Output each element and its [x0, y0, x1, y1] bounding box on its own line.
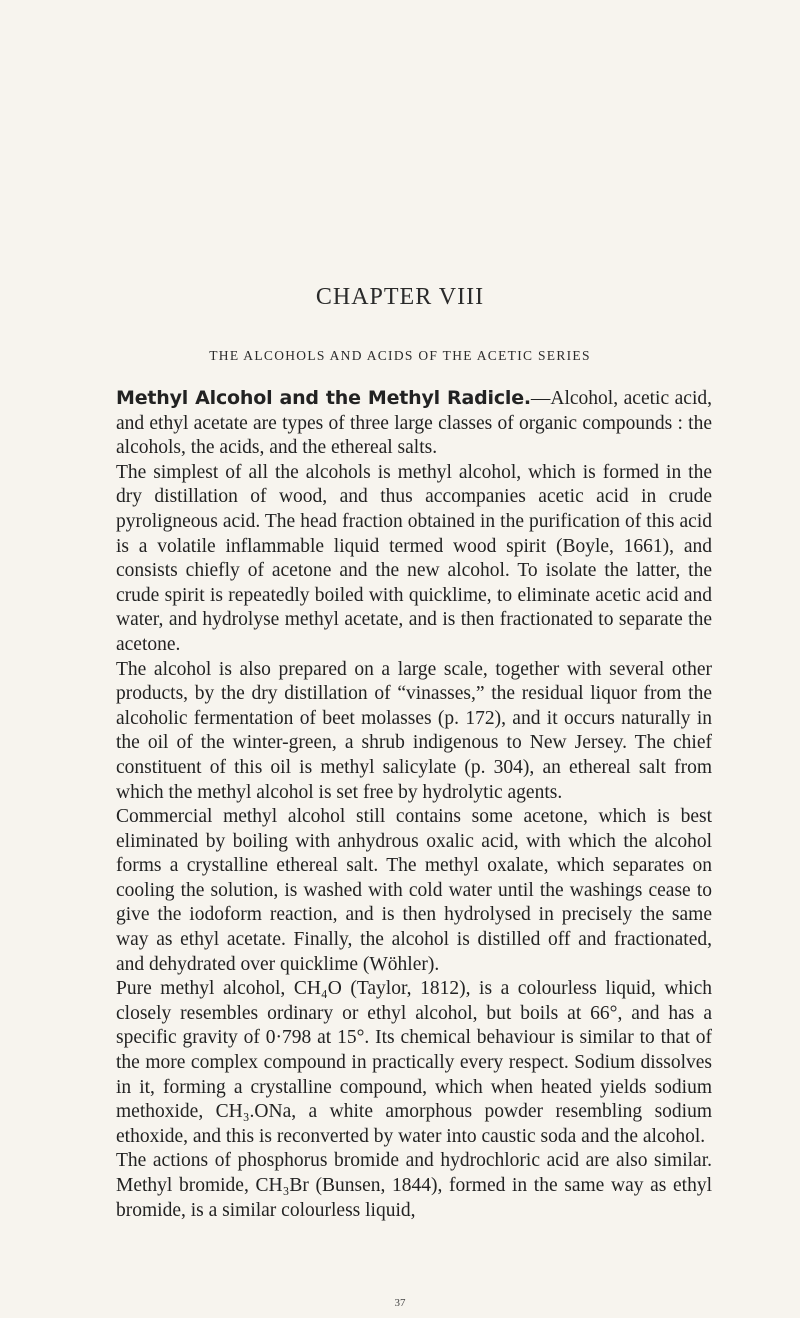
paragraph-1: [116, 386, 712, 461]
chapter-subtitle: THE ALCOHOLS AND ACIDS OF THE ACETIC SERIES: [209, 348, 591, 363]
paragraph-3: The alcohol is also prepared on a large scale, together with several other products, by the dry distillation of “vinasses,” the residual liquor from the alcoholic fermentation of beet molasses (p. 172), and it occurs naturally in the oil of the winter-green, a shrub indigenous to New Jersey. The chief constituent of this oil is methyl salicylate (p. 304), an ethereal salt from which the methyl alcohol is set free by hydrolytic agents.: [116, 658, 712, 803]
paragraph-2: The simplest of all the alcohols is methyl alcohol, which is formed in the dry distillation of wood, and thus accompanies acetic acid in crude pyroligneous acid. The head fraction obtained in the purification of this acid is a volatile inflammable liquid termed wood spirit (Boyle, 1661), and consists chiefly of acetone and the new alcohol. To isolate the latter, the crude spirit is repeatedly boiled with quicklime, to eliminate acetic acid and water, and hydrolyse methyl acetate, and is then fractionated to separate the acetone.: [116, 461, 712, 655]
paragraph-5: Pure methyl alcohol, CH₄O (Taylor, 1812), is a colourless liquid, which closely resembles ordinary or ethyl alcohol, but boils at 66°, and has a specific gravity of 0·798 at 15°. Its chemical behaviour is similar to that of the more complex compound in practically every respect. Sodium dissolves in it, forming a crystalline compound, which when heated yields sodium methoxide, CH₃.ONa, a white amorphous powder resembling sodium ethoxide, and this is reconverted by water into caustic soda and the alcohol.: [116, 978, 712, 1147]
chapter-title: CHAPTER VIII: [315, 284, 485, 310]
page-number: 37: [394, 1297, 406, 1309]
paragraph-4: Commercial methyl alcohol still contains some acetone, which is best eliminated by boiling with anhydrous oxalic acid, with which the alcohol forms a crystalline ethereal salt. The methyl oxalate, which separates on cooling the solution, is washed with cold water until the washings cease to give the iodoform reaction, and is then hydrolysed in precisely the same way as ethyl acetate. Finally, the alcohol is distilled off and fractionated, and dehydrated over quicklime (Wöhler).: [116, 806, 712, 975]
paragraph-1-text: —Alcohol, acetic acid, and ethyl acetate are types of three large classes of organic compounds : the alcohols, the acids, and the ethereal salts.: [116, 388, 712, 459]
section-heading: Methyl Alcohol and the Methyl Radicle.: [116, 387, 531, 409]
paragraph-6: The actions of phosphorus bromide and hydrochloric acid are also similar. Methyl bromide, CH₃Br (Bunsen, 1844), formed in the same way as ethyl bromide, is a similar colourless liquid,: [116, 1150, 712, 1221]
body-text: [116, 386, 712, 1223]
